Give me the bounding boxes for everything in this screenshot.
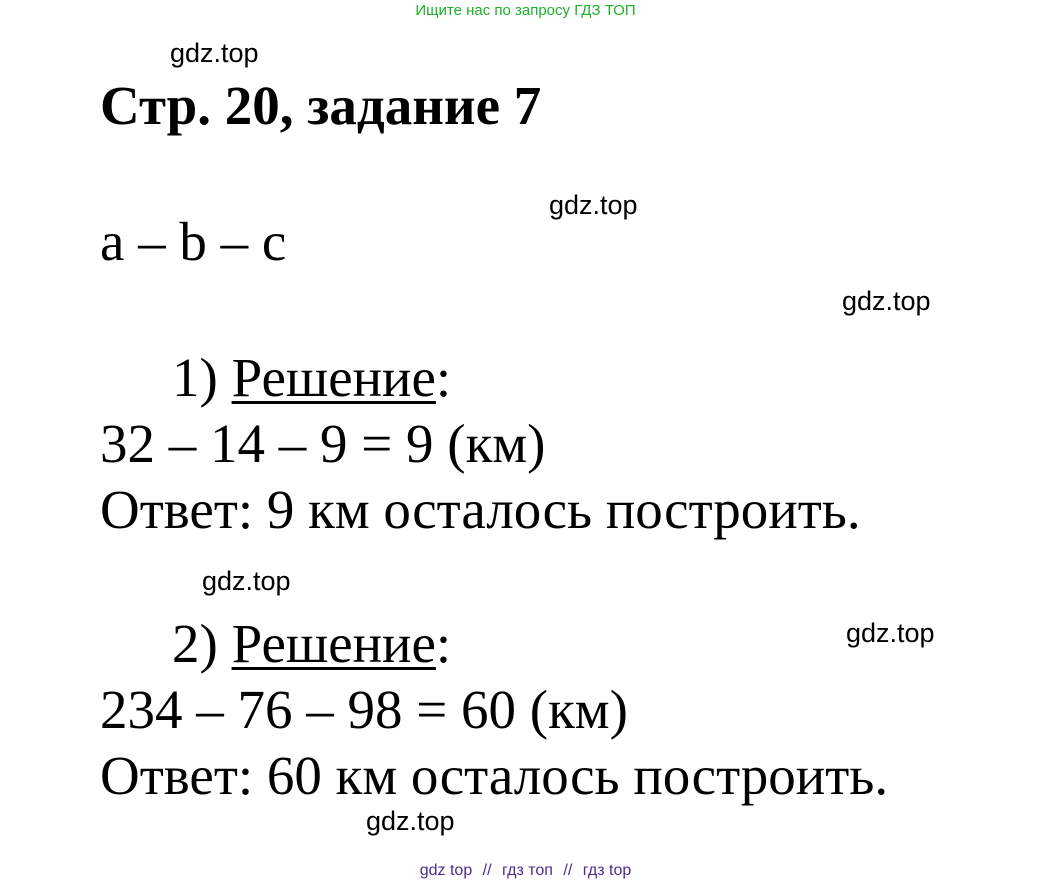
footer-link-gdz-top[interactable]: gdz top xyxy=(419,862,473,879)
solution-2-number: 2) xyxy=(172,613,218,674)
watermark: gdz.top xyxy=(549,190,638,220)
solution-1-answer: Ответ: 9 км осталось построить. xyxy=(100,479,861,540)
watermark: gdz.top xyxy=(846,618,935,648)
watermark: gdz.top xyxy=(366,806,455,836)
top-banner-link[interactable]: Ищите нас по запросу ГДЗ ТОП xyxy=(415,2,636,19)
watermark: gdz.top xyxy=(170,38,259,68)
solution-2-heading xyxy=(172,612,451,675)
footer-separator: // xyxy=(482,862,492,879)
footer-link-gdz-top-mixed[interactable]: гдз top xyxy=(582,862,632,879)
solution-1-equation: 32 – 14 – 9 = 9 (км) xyxy=(100,413,546,474)
solution-1-heading xyxy=(172,346,451,409)
watermark: gdz.top xyxy=(202,566,291,596)
footer-links xyxy=(0,862,1051,880)
solution-2-colon: : xyxy=(435,613,452,674)
footer-separator: // xyxy=(563,862,573,879)
solution-2-answer: Ответ: 60 км осталось построить. xyxy=(100,745,889,806)
solution-1-heading-label: Решение xyxy=(231,347,436,408)
solution-2-heading-label: Решение xyxy=(231,613,436,674)
footer-link-gdz-top-ru[interactable]: гдз топ xyxy=(502,862,553,879)
watermark: gdz.top xyxy=(842,286,931,316)
solution-1-colon: : xyxy=(435,347,452,408)
solution-1-number: 1) xyxy=(172,347,218,408)
page-title: Стр. 20, задание 7 xyxy=(100,75,542,136)
solution-2-equation: 234 – 76 – 98 = 60 (км) xyxy=(100,679,628,740)
formula-expression: a – b – c xyxy=(100,211,287,272)
